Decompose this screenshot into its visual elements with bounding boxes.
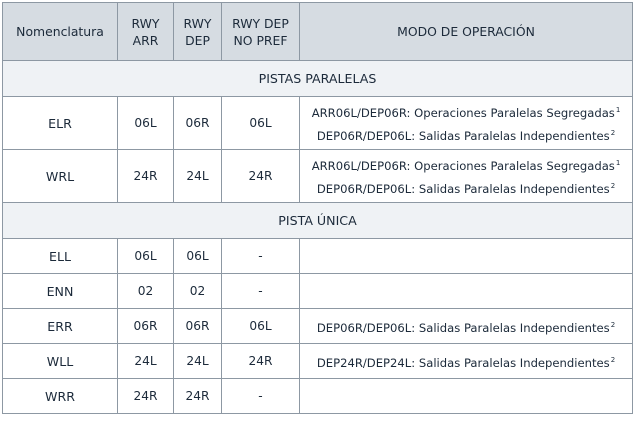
cell-nomenclatura: ELL (3, 239, 118, 274)
cell-rwy-arr: 24R (118, 150, 174, 203)
modo-text: DEP06R/DEP06L: Salidas Paralelas Independientes (316, 182, 610, 196)
modo-text: ARR06L/DEP06R: Operaciones Paralelas Segregadas (311, 106, 615, 120)
cell-rwy-dep-no-pref: 24R (222, 344, 300, 379)
table-row (3, 274, 633, 309)
cell-rwy-dep: 06R (174, 97, 222, 150)
cell-nomenclatura: ELR (3, 97, 118, 150)
modo-text: DEP24R/DEP24L: Salidas Paralelas Independientes (316, 355, 610, 370)
cell-rwy-dep-no-pref: - (222, 274, 300, 309)
section-row (3, 203, 633, 239)
header-row (3, 3, 633, 61)
table-body (3, 61, 633, 414)
header-rwy-dep-no-pref (222, 3, 300, 61)
table-row (3, 150, 633, 203)
cell-rwy-arr: 06R (118, 309, 174, 344)
modo-line (304, 350, 628, 373)
section-title: PISTA ÚNICA (3, 203, 633, 239)
table-row (3, 379, 633, 414)
cell-rwy-arr: 24L (118, 344, 174, 379)
footnote-marker: 2 (610, 182, 616, 190)
table-row (3, 344, 633, 379)
cell-rwy-arr: 06L (118, 97, 174, 150)
header-rwy-dep (174, 3, 222, 61)
cell-rwy-dep-no-pref: 06L (222, 309, 300, 344)
cell-modo-operacion (300, 150, 633, 203)
modo-text: DEP06R/DEP06L: Salidas Paralelas Independientes (316, 129, 610, 143)
section-title: PISTAS PARALELAS (3, 61, 633, 97)
modo-text: DEP06R/DEP06L: Salidas Paralelas Independientes (316, 320, 610, 335)
cell-rwy-dep: 06L (174, 239, 222, 274)
header-modo-operacion: MODO DE OPERACIÓN (300, 3, 633, 61)
footnote-marker: 2 (610, 355, 616, 364)
modo-line (304, 176, 628, 199)
cell-rwy-dep: 24L (174, 344, 222, 379)
footnote-marker: 1 (615, 159, 621, 167)
section-row (3, 61, 633, 97)
cell-rwy-dep-no-pref: - (222, 239, 300, 274)
cell-nomenclatura: ENN (3, 274, 118, 309)
cell-modo-operacion (300, 239, 633, 274)
header-rwy-dep-line1: RWY (183, 15, 212, 31)
runway-configuration-table-wrapper (2, 2, 633, 414)
modo-line (304, 153, 628, 176)
cell-modo-operacion (300, 379, 633, 414)
modo-line (304, 123, 628, 146)
footnote-marker: 2 (610, 320, 616, 329)
modo-line (304, 315, 628, 338)
header-rwy-dep-no-pref-line1: RWY DEP (232, 15, 289, 31)
header-rwy-arr-line1: RWY (131, 15, 160, 31)
cell-rwy-dep: 24R (174, 379, 222, 414)
table-row (3, 239, 633, 274)
footnote-marker: 1 (615, 106, 621, 114)
runway-configuration-table (2, 2, 633, 414)
cell-rwy-dep-no-pref: 06L (222, 97, 300, 150)
header-rwy-arr (118, 3, 174, 61)
cell-rwy-dep-no-pref: 24R (222, 150, 300, 203)
cell-rwy-dep: 06R (174, 309, 222, 344)
cell-modo-operacion (300, 274, 633, 309)
table-row (3, 97, 633, 150)
header-rwy-arr-line2: ARR (132, 32, 159, 48)
cell-rwy-arr: 02 (118, 274, 174, 309)
cell-nomenclatura: ERR (3, 309, 118, 344)
cell-modo-operacion (300, 309, 633, 344)
header-rwy-dep-no-pref-line2: NO PREF (233, 32, 288, 48)
header-rwy-dep-line2: DEP (185, 32, 210, 48)
cell-rwy-dep: 24L (174, 150, 222, 203)
table-row (3, 309, 633, 344)
cell-nomenclatura: WRL (3, 150, 118, 203)
cell-nomenclatura: WLL (3, 344, 118, 379)
cell-rwy-dep-no-pref: - (222, 379, 300, 414)
modo-line (304, 100, 628, 123)
cell-modo-operacion (300, 97, 633, 150)
cell-modo-operacion (300, 344, 633, 379)
header-nomenclatura: Nomenclatura (3, 3, 118, 61)
cell-rwy-arr: 24R (118, 379, 174, 414)
footnote-marker: 2 (610, 129, 616, 137)
cell-nomenclatura: WRR (3, 379, 118, 414)
cell-rwy-arr: 06L (118, 239, 174, 274)
modo-text: ARR06L/DEP06R: Operaciones Paralelas Segregadas (311, 159, 615, 173)
cell-rwy-dep: 02 (174, 274, 222, 309)
